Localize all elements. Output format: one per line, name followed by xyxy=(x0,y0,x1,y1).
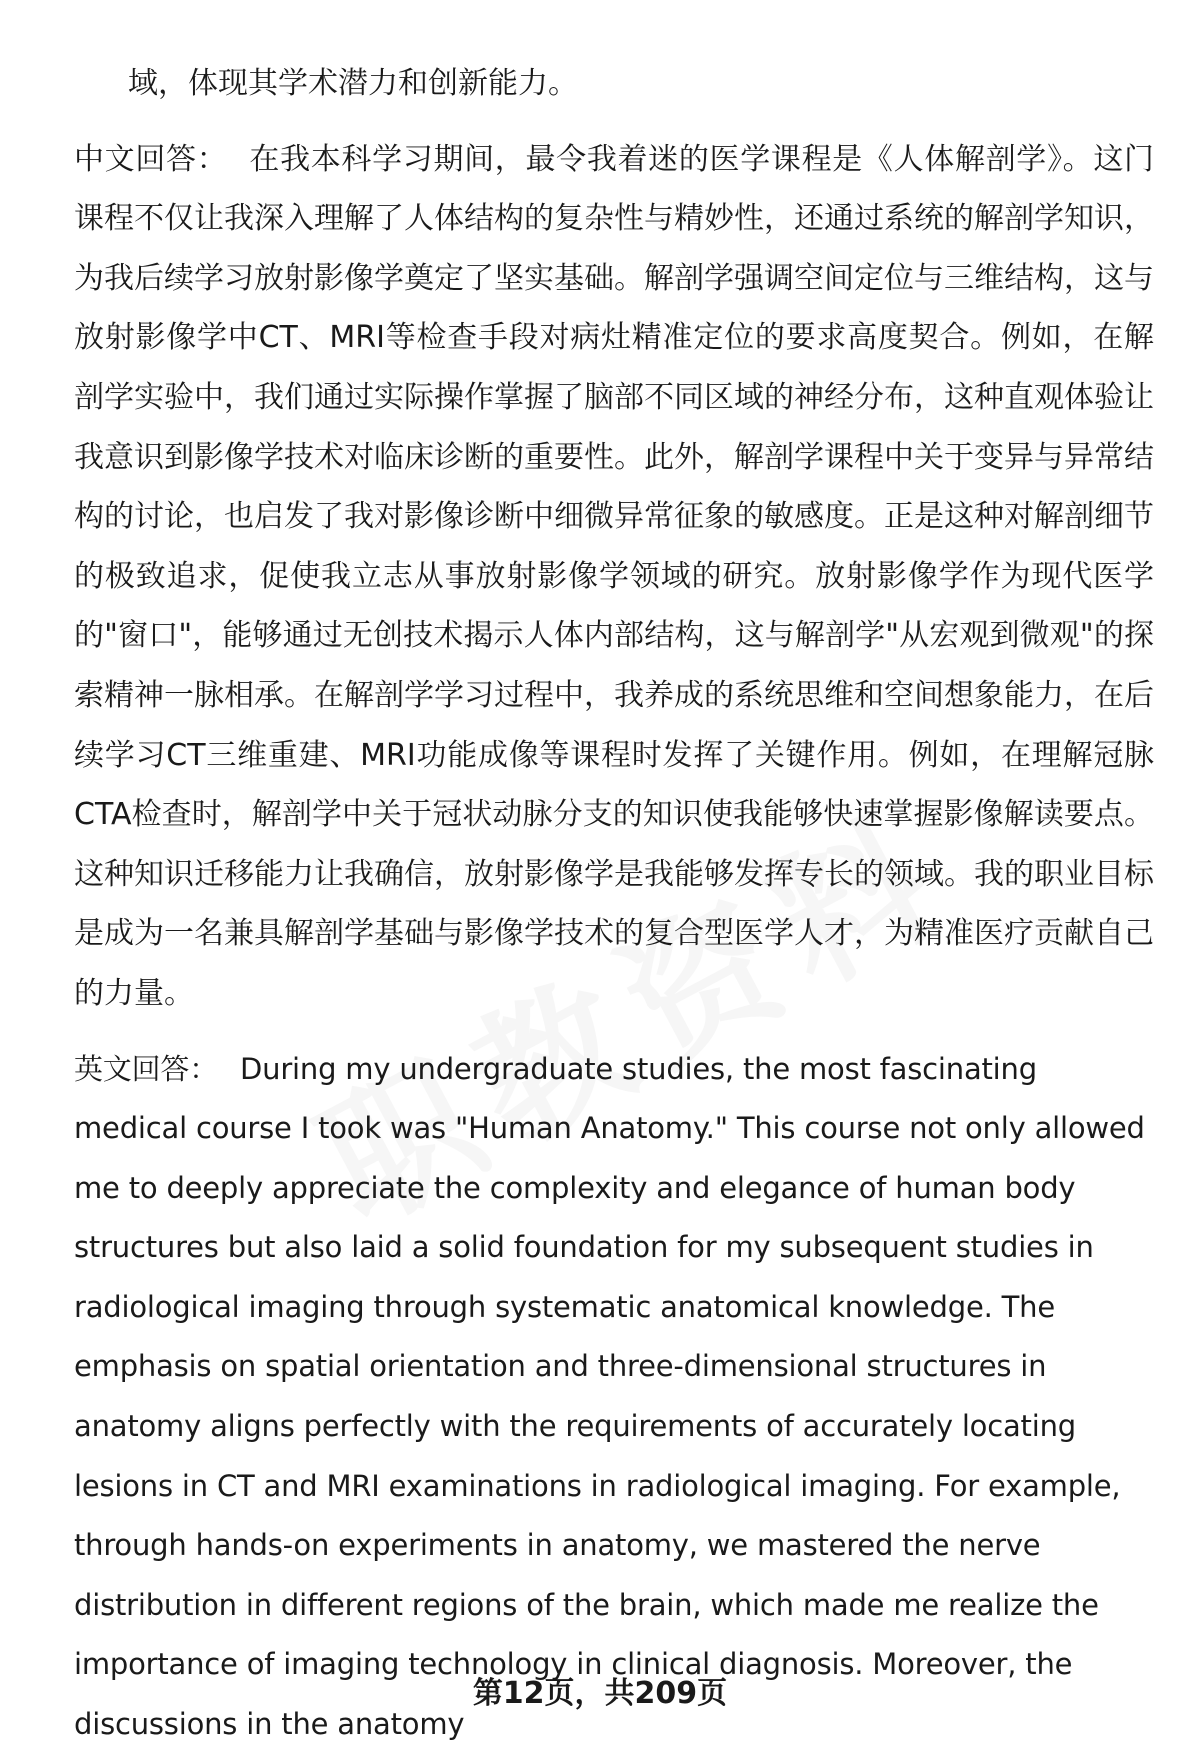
chinese-answer-text: 在我本科学习期间，最令我着迷的医学课程是《人体解剖学》。这门课程不仅让我深入理解了人体结构的复杂性与精妙性，还通过系统的解剖学知识，为我后续学习放射影像学奠定了坚实基础。解剖学强调空间定位与三维结构，这与放射影像学中CT、MRI等检查手段对病灶精准定位的要求高度契合。例如，在解剖学实验中，我们通过实际操作掌握了脑部不同区域的神经分布，这种直观体验让我意识到影像学技术对临床诊断的重要性。此外，解剖学课程中关于变异与异常结构的讨论，也启发了我对影像诊断中细微异常征象的敏感度。正是这种对解剖细节的极致追求，促使我立志从事放射影像学领域的研究。放射影像学作为现代医学的"窗口"，能够通过无创技术揭示人体内部结构，这与解剖学"从宏观到微观"的探索精神一脉相承。在解剖学学习过程中，我养成的系统思维和空间想象能力，在后续学习CT三维重建、MRI功能成像等课程时发挥了关键作用。例如，在理解冠脉CTA检查时，解剖学中关于冠状动脉分支的知识使我能够快速掌握影像解读要点。这种知识迁移能力让我确信，放射影像学是我能够发挥专长的领域。我的职业目标是成为一名兼具解剖学基础与影像学技术的复合型医学人才，为精准医疗贡献自己的力量。 xyxy=(74,141,1155,1011)
english-answer-text: During my undergraduate studies, the most fascinating medical course I took was "Human Anatomy." This course not only allowed me to deeply appreciate the complexity and elegance of human body structures but also laid a solid foundation for my subsequent studies in radiological imaging through systematic anatomical knowledge. The emphasis on spatial orientation and three-dimensional structures in anatomy aligns perfectly with the requirements of accurately locating lesions in CT and MRI examinations in radiological imaging. For example, through hands-on experiments in anatomy, we mastered the nerve distribution in different regions of the brain, which made me realize the importance of imaging technology in clinical diagnosis. Moreover, the discussions in the anatomy xyxy=(74,1051,1145,1742)
english-answer-label: 英文回答： xyxy=(74,1051,219,1086)
document-body xyxy=(74,54,1154,1755)
chinese-answer-paragraph xyxy=(74,130,1154,1024)
page-number-footer: 第12页，共209页 xyxy=(472,1676,728,1711)
chinese-answer-label: 中文回答： xyxy=(74,141,228,177)
continuation-paragraph: 域，体现其学术潜力和创新能力。 xyxy=(128,66,578,101)
english-answer-paragraph xyxy=(74,1040,1154,1755)
